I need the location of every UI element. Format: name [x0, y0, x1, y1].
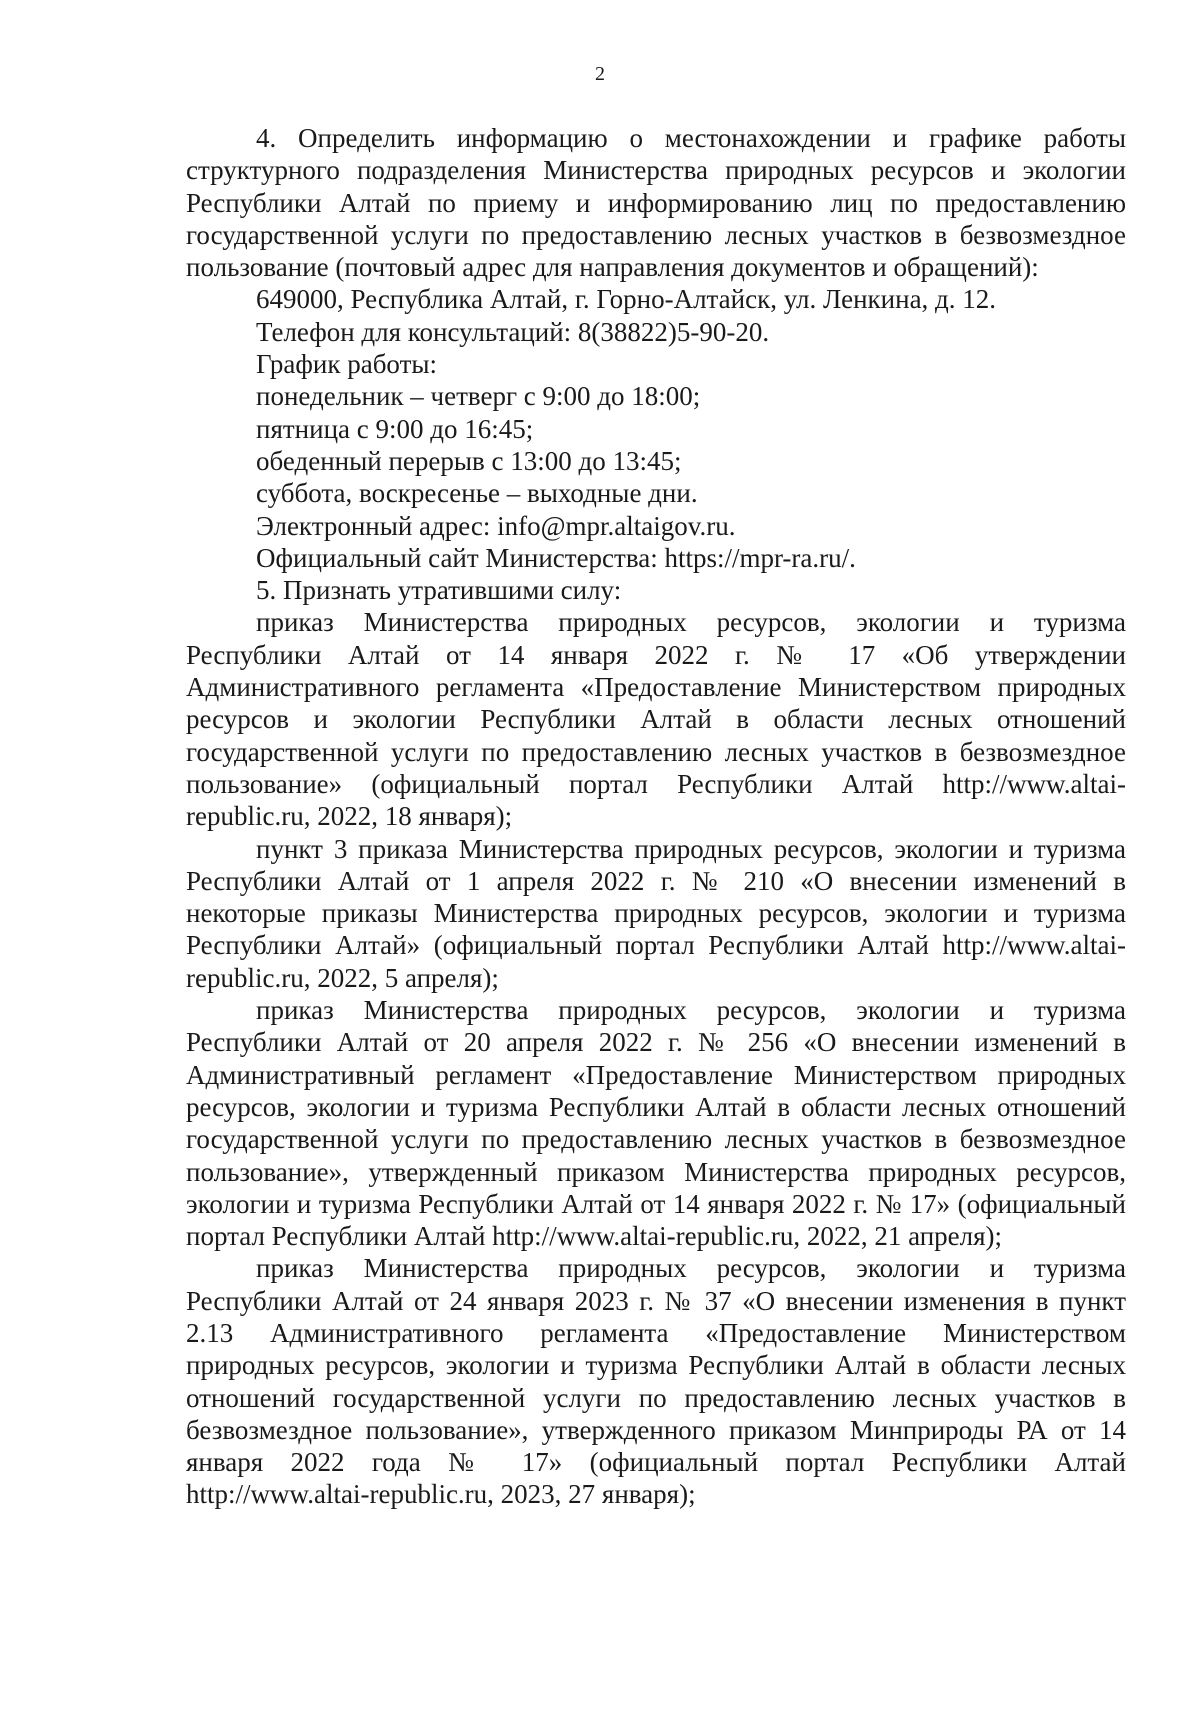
repealed-order-1: приказ Министерства природных ресурсов, экологии и туризма Республики Алтай от 14 января 2022 г. № 17 «Об утверждении Административного регламента «Предоставление Министерством природных ресурсов и экологии Республики Алтай в области лесных отношений государственной услуги по предоставлению лесных участков в безвозмездное пользование» (официальный портал Республики Алтай http://www.altai-republic.ru, 2022, 18 января);: [186, 607, 1126, 832]
paragraph-5: 5. Признать утратившими силу:: [256, 575, 622, 606]
schedule-title: График работы:: [256, 349, 438, 380]
official-website: Официальный сайт Министерства: https://mpr-ra.ru/.: [256, 542, 856, 573]
schedule-mon-thu: понедельник – четверг с 9:00 до 18:00;: [256, 381, 701, 412]
paragraph-4: 4. Определить информацию о местонахождении и графике работы структурного подразделения Министерства природных ресурсов и экологии Республики Алтай по приему и информированию лиц по предоставлению государственной услуги по предоставлению лесных участков в безвозмездное пользование (почтовый адрес для направления документов и обращений):: [186, 123, 1126, 283]
schedule-friday: пятница с 9:00 до 16:45;: [256, 413, 534, 444]
consultation-phone: Телефон для консультаций: 8(38822)5-90-20.: [256, 316, 770, 347]
repealed-order-2: пункт 3 приказа Министерства природных ресурсов, экологии и туризма Республики Алтай от 1 апреля 2022 г. № 210 «О внесении изменений в некоторые приказы Министерства природных ресурсов, экологии и туризма Республики Алтай» (официальный портал Республики Алтай http://www.altai-republic.ru, 2022, 5 апреля);: [186, 833, 1126, 993]
page-number: 2: [595, 63, 605, 85]
repealed-order-4: приказ Министерства природных ресурсов, экологии и туризма Республики Алтай от 24 января 2023 г. № 37 «О внесении изменения в пункт 2.13 Административного регламента «Предоставление Министерством природных ресурсов, экологии и туризма Республики Алтай в области лесных отношений государственной услуги по предоставлению лесных участков в безвозмездное пользование», утвержденного приказом Минприроды РА от 14 января 2022 года № 17» (официальный портал Республики Алтай http://www.altai-republic.ru, 2023, 27 января);: [186, 1253, 1126, 1510]
schedule-weekend: суббота, воскресенье – выходные дни.: [256, 478, 698, 509]
postal-address: 649000, Республика Алтай, г. Горно-Алтайск, ул. Ленкина, д. 12.: [256, 284, 997, 315]
email-address: Электронный адрес: info@mpr.altaigov.ru.: [256, 510, 736, 541]
repealed-order-3: приказ Министерства природных ресурсов, экологии и туризма Республики Алтай от 20 апреля 2022 г. № 256 «О внесении изменений в Административный регламент «Предоставление Министерством природных ресурсов, экологии и туризма Республики Алтай в области лесных отношений государственной услуги по предоставлению лесных участков в безвозмездное пользование», утвержденный приказом Министерства природных ресурсов, экологии и туризма Республики Алтай от 14 января 2022 г. № 17» (официальный портал Республики Алтай http://www.altai-republic.ru, 2022, 21 апреля);: [186, 995, 1126, 1252]
document-body: [186, 122, 1126, 1511]
schedule-lunch-break: обеденный перерыв с 13:00 до 13:45;: [256, 445, 682, 476]
